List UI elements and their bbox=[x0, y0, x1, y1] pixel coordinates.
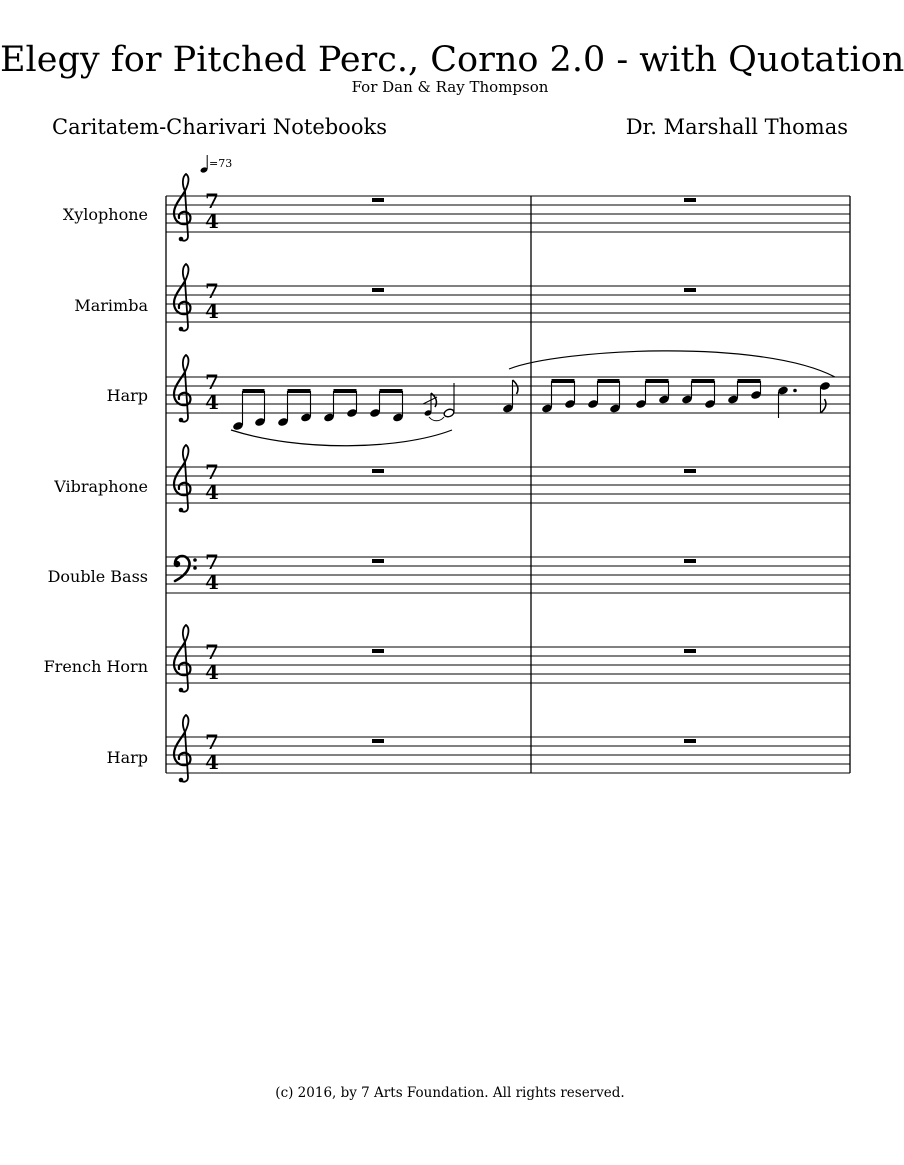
dedication: For Dan & Ray Thompson bbox=[351, 78, 549, 96]
instrument-name-xylophone: Xylophone bbox=[62, 205, 148, 224]
treble-clef-icon bbox=[174, 625, 190, 692]
composer: Dr. Marshall Thomas bbox=[625, 115, 848, 139]
instrument-name-double-bass: Double Bass bbox=[47, 567, 148, 586]
measure-rest bbox=[372, 288, 384, 292]
time-signature bbox=[205, 730, 219, 774]
time-signature bbox=[205, 550, 219, 594]
measure-rest bbox=[372, 649, 384, 653]
treble-clef-icon bbox=[174, 264, 190, 331]
augmentation-dot bbox=[793, 389, 797, 393]
grace-tie bbox=[429, 417, 444, 421]
tempo-value: =73 bbox=[209, 157, 233, 170]
measure-rest bbox=[684, 649, 696, 653]
phrase-slur bbox=[509, 351, 835, 377]
staff-harp bbox=[166, 351, 850, 446]
time-signature bbox=[205, 460, 219, 504]
treble-clef-icon bbox=[174, 445, 190, 512]
subtitle: Caritatem-Charivari Notebooks bbox=[52, 115, 387, 139]
staff-double-bass bbox=[166, 550, 850, 594]
staff-marimba bbox=[166, 264, 850, 331]
bass-clef-icon bbox=[174, 556, 197, 581]
measure-rest bbox=[372, 559, 384, 563]
harp-melody bbox=[231, 351, 835, 446]
instrument-name-marimba: Marimba bbox=[74, 296, 148, 315]
measure-rest bbox=[684, 559, 696, 563]
staff-harp-2 bbox=[166, 715, 850, 782]
instrument-name-harp-2: Harp bbox=[106, 748, 148, 767]
copyright-notice: (c) 2016, by 7 Arts Foundation. All rights reserved. bbox=[275, 1085, 625, 1101]
treble-clef-icon bbox=[174, 355, 190, 422]
treble-clef-icon bbox=[174, 715, 190, 782]
measure-rest bbox=[684, 739, 696, 743]
time-signature bbox=[205, 279, 219, 323]
staff-xylophone bbox=[166, 174, 850, 241]
note-head bbox=[443, 408, 455, 418]
note-flag bbox=[513, 380, 518, 394]
score-title: Elegy for Pitched Perc., Corno 2.0 - with Quotation bbox=[0, 40, 904, 80]
time-signature bbox=[205, 370, 219, 414]
grace-slash bbox=[423, 397, 437, 404]
staff-french-horn bbox=[166, 625, 850, 692]
instrument-name-french-horn: French Horn bbox=[43, 657, 148, 676]
treble-clef-icon bbox=[174, 174, 190, 241]
time-signature bbox=[205, 189, 219, 233]
measure-rest bbox=[684, 198, 696, 202]
measure-rest bbox=[372, 198, 384, 202]
measure-rest bbox=[372, 469, 384, 473]
note-flag bbox=[821, 399, 826, 413]
instrument-name-vibraphone: Vibraphone bbox=[54, 477, 148, 496]
measure-rest bbox=[684, 469, 696, 473]
measure-rest bbox=[684, 288, 696, 292]
time-signature bbox=[205, 640, 219, 684]
phrase-slur bbox=[231, 430, 452, 446]
staff-vibraphone bbox=[166, 445, 850, 512]
instrument-name-harp: Harp bbox=[106, 386, 148, 405]
measure-rest bbox=[372, 739, 384, 743]
